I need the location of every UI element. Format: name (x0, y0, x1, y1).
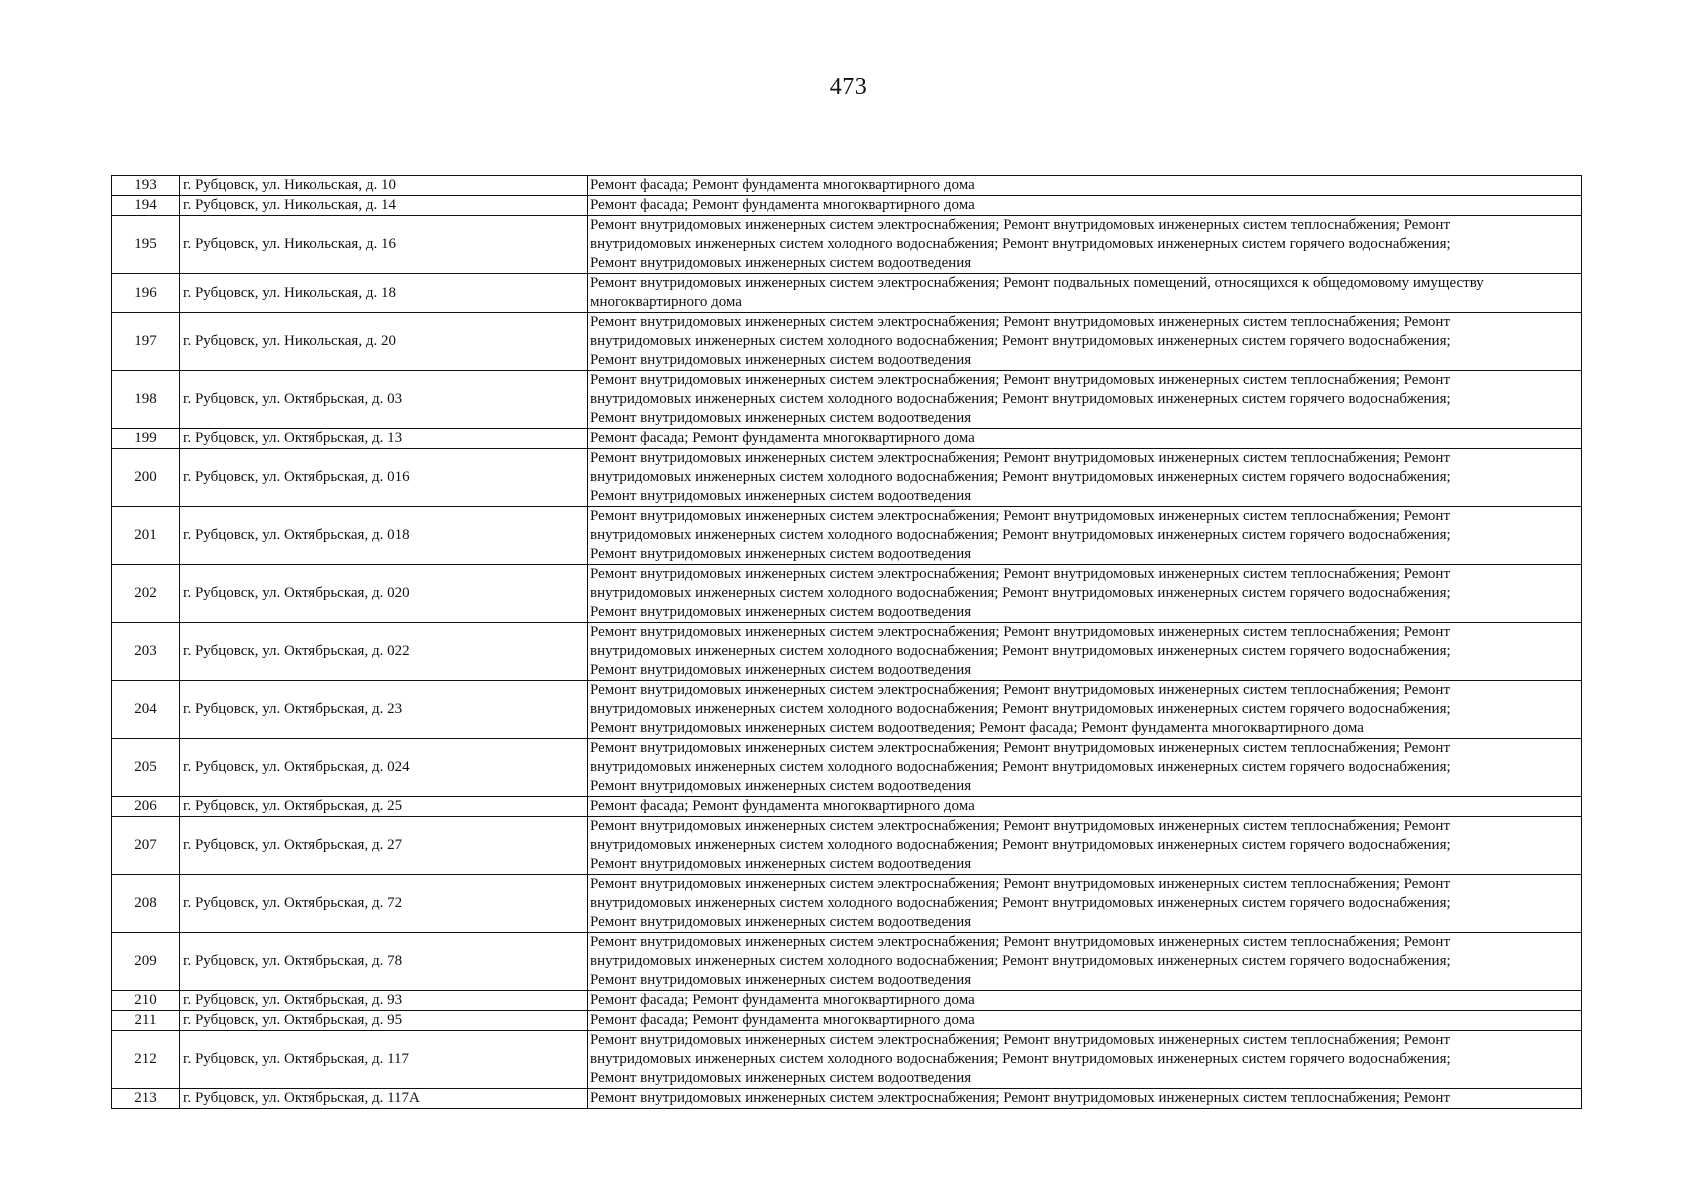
building-address: г. Рубцовск, ул. Октябрьская, д. 95 (180, 1011, 588, 1031)
building-address: г. Рубцовск, ул. Никольская, д. 10 (180, 176, 588, 196)
repair-works (588, 1011, 1582, 1031)
row-number: 202 (112, 565, 180, 623)
repair-works-line: Ремонт внутридомовых инженерных систем электроснабжения; Ремонт внутридомовых инженерных систем теплоснабжения; Ремонт (590, 372, 1451, 388)
repair-works-line: Ремонт внутридомовых инженерных систем водоотведения (590, 410, 972, 426)
repair-works-line: Ремонт внутридомовых инженерных систем электроснабжения; Ремонт внутридомовых инженерных систем теплоснабжения; Ремонт (590, 1032, 1451, 1048)
building-address: г. Рубцовск, ул. Октябрьская, д. 117 (180, 1031, 588, 1089)
row-number: 197 (112, 313, 180, 371)
building-address: г. Рубцовск, ул. Октябрьская, д. 23 (180, 681, 588, 739)
repair-works (588, 739, 1582, 797)
repair-works-line: внутридомовых инженерных систем холодного водоснабжения; Ремонт внутридомовых инженерных систем горячего водоснабжения; (590, 585, 1451, 601)
repair-works (588, 991, 1582, 1011)
repair-works-line: Ремонт внутридомовых инженерных систем водоотведения (590, 972, 972, 988)
building-address: г. Рубцовск, ул. Никольская, д. 20 (180, 313, 588, 371)
building-address: г. Рубцовск, ул. Октябрьская, д. 018 (180, 507, 588, 565)
repair-works-line: Ремонт фасада; Ремонт фундамента многоквартирного дома (590, 177, 975, 193)
repair-works-line: внутридомовых инженерных систем холодного водоснабжения; Ремонт внутридомовых инженерных систем горячего водоснабжения; (590, 759, 1451, 775)
building-address: г. Рубцовск, ул. Октябрьская, д. 93 (180, 991, 588, 1011)
repair-works-line: Ремонт внутридомовых инженерных систем электроснабжения; Ремонт подвальных помещений, относящихся к общедомовому имуществу (590, 275, 1484, 291)
table-row (112, 797, 1582, 817)
repair-works-line: внутридомовых инженерных систем холодного водоснабжения; Ремонт внутридомовых инженерных систем горячего водоснабжения; (590, 895, 1451, 911)
table-row (112, 623, 1582, 681)
repair-works-line: внутридомовых инженерных систем холодного водоснабжения; Ремонт внутридомовых инженерных систем горячего водоснабжения; (590, 236, 1451, 252)
repair-works (588, 429, 1582, 449)
row-number: 204 (112, 681, 180, 739)
repair-works-line: внутридомовых инженерных систем холодного водоснабжения; Ремонт внутридомовых инженерных систем горячего водоснабжения; (590, 527, 1451, 543)
table-body (112, 176, 1582, 1109)
repair-works (588, 1089, 1582, 1109)
repair-works (588, 176, 1582, 196)
table-row (112, 507, 1582, 565)
repair-works-line: Ремонт внутридомовых инженерных систем электроснабжения; Ремонт внутридомовых инженерных систем теплоснабжения; Ремонт (590, 217, 1451, 233)
repair-works-line: Ремонт внутридомовых инженерных систем электроснабжения; Ремонт внутридомовых инженерных систем теплоснабжения; Ремонт (590, 508, 1451, 524)
repair-works (588, 274, 1582, 313)
repair-works-line: Ремонт внутридомовых инженерных систем водоотведения (590, 604, 972, 620)
repair-works (588, 565, 1582, 623)
table-row (112, 681, 1582, 739)
repair-works (588, 313, 1582, 371)
repair-works-line: Ремонт фасада; Ремонт фундамента многоквартирного дома (590, 1012, 975, 1028)
table-row (112, 216, 1582, 274)
table-row (112, 176, 1582, 196)
row-number: 205 (112, 739, 180, 797)
table-row (112, 933, 1582, 991)
row-number: 195 (112, 216, 180, 274)
building-address: г. Рубцовск, ул. Октябрьская, д. 024 (180, 739, 588, 797)
repair-works (588, 797, 1582, 817)
building-address: г. Рубцовск, ул. Октябрьская, д. 03 (180, 371, 588, 429)
repair-works-line: Ремонт внутридомовых инженерных систем электроснабжения; Ремонт внутридомовых инженерных систем теплоснабжения; Ремонт (590, 450, 1451, 466)
row-number: 208 (112, 875, 180, 933)
repair-works-line: Ремонт внутридомовых инженерных систем водоотведения (590, 488, 972, 504)
building-address: г. Рубцовск, ул. Октябрьская, д. 117А (180, 1089, 588, 1109)
table-row (112, 739, 1582, 797)
building-address: г. Рубцовск, ул. Октябрьская, д. 13 (180, 429, 588, 449)
repair-works-line: Ремонт внутридомовых инженерных систем водоотведения (590, 1070, 972, 1086)
repair-works-line: Ремонт внутридомовых инженерных систем водоотведения (590, 856, 972, 872)
building-address: г. Рубцовск, ул. Октябрьская, д. 020 (180, 565, 588, 623)
repair-works (588, 933, 1582, 991)
repair-register-table (111, 175, 1582, 1109)
row-number: 213 (112, 1089, 180, 1109)
repair-works-line: Ремонт внутридомовых инженерных систем электроснабжения; Ремонт внутридомовых инженерных систем теплоснабжения; Ремонт (590, 740, 1451, 756)
repair-works-line: Ремонт внутридомовых инженерных систем водоотведения (590, 662, 972, 678)
table-row (112, 429, 1582, 449)
repair-works-line: Ремонт фасада; Ремонт фундамента многоквартирного дома (590, 197, 975, 213)
repair-works-line: внутридомовых инженерных систем холодного водоснабжения; Ремонт внутридомовых инженерных систем горячего водоснабжения; (590, 1051, 1451, 1067)
repair-works-line: внутридомовых инженерных систем холодного водоснабжения; Ремонт внутридомовых инженерных систем горячего водоснабжения; (590, 391, 1451, 407)
table-row (112, 449, 1582, 507)
repair-works (588, 449, 1582, 507)
row-number: 206 (112, 797, 180, 817)
row-number: 209 (112, 933, 180, 991)
table-row (112, 565, 1582, 623)
table-row (112, 875, 1582, 933)
repair-works (588, 216, 1582, 274)
building-address: г. Рубцовск, ул. Октябрьская, д. 78 (180, 933, 588, 991)
table-row (112, 1011, 1582, 1031)
building-address: г. Рубцовск, ул. Октябрьская, д. 022 (180, 623, 588, 681)
table-row (112, 196, 1582, 216)
row-number: 196 (112, 274, 180, 313)
row-number: 194 (112, 196, 180, 216)
row-number: 199 (112, 429, 180, 449)
building-address: г. Рубцовск, ул. Октябрьская, д. 72 (180, 875, 588, 933)
table-row (112, 1031, 1582, 1089)
row-number: 198 (112, 371, 180, 429)
building-address: г. Рубцовск, ул. Октябрьская, д. 016 (180, 449, 588, 507)
repair-works-line: Ремонт внутридомовых инженерных систем электроснабжения; Ремонт внутридомовых инженерных систем теплоснабжения; Ремонт (590, 818, 1451, 834)
table-row (112, 371, 1582, 429)
repair-works-line: Ремонт внутридомовых инженерных систем электроснабжения; Ремонт внутридомовых инженерных систем теплоснабжения; Ремонт (590, 314, 1451, 330)
repair-works (588, 875, 1582, 933)
row-number: 211 (112, 1011, 180, 1031)
repair-works-line: Ремонт внутридомовых инженерных систем электроснабжения; Ремонт внутридомовых инженерных систем теплоснабжения; Ремонт (590, 624, 1451, 640)
repair-works (588, 623, 1582, 681)
repair-works (588, 196, 1582, 216)
repair-works-line: внутридомовых инженерных систем холодного водоснабжения; Ремонт внутридомовых инженерных систем горячего водоснабжения; (590, 333, 1451, 349)
repair-works-line: Ремонт фасада; Ремонт фундамента многоквартирного дома (590, 430, 975, 446)
repair-works-line: внутридомовых инженерных систем холодного водоснабжения; Ремонт внутридомовых инженерных систем горячего водоснабжения; (590, 701, 1451, 717)
row-number: 212 (112, 1031, 180, 1089)
repair-works-line: Ремонт внутридомовых инженерных систем водоотведения (590, 255, 972, 271)
table-row (112, 1089, 1582, 1109)
repair-works-line: Ремонт внутридомовых инженерных систем водоотведения; Ремонт фасада; Ремонт фундамента многоквартирного дома (590, 720, 1364, 736)
table-row (112, 817, 1582, 875)
repair-works-line: Ремонт внутридомовых инженерных систем водоотведения (590, 778, 972, 794)
repair-works-line: Ремонт внутридомовых инженерных систем электроснабжения; Ремонт внутридомовых инженерных систем теплоснабжения; Ремонт (590, 934, 1451, 950)
repair-works (588, 507, 1582, 565)
table-row (112, 274, 1582, 313)
repair-works-line: Ремонт внутридомовых инженерных систем водоотведения (590, 352, 972, 368)
building-address: г. Рубцовск, ул. Никольская, д. 14 (180, 196, 588, 216)
row-number: 200 (112, 449, 180, 507)
row-number: 193 (112, 176, 180, 196)
page-number: 473 (829, 74, 868, 100)
row-number: 207 (112, 817, 180, 875)
repair-works-line: внутридомовых инженерных систем холодного водоснабжения; Ремонт внутридомовых инженерных систем горячего водоснабжения; (590, 953, 1451, 969)
building-address: г. Рубцовск, ул. Никольская, д. 16 (180, 216, 588, 274)
building-address: г. Рубцовск, ул. Октябрьская, д. 27 (180, 817, 588, 875)
repair-works-line: Ремонт внутридомовых инженерных систем водоотведения (590, 914, 972, 930)
row-number: 201 (112, 507, 180, 565)
repair-works (588, 817, 1582, 875)
repair-works-line: Ремонт фасада; Ремонт фундамента многоквартирного дома (590, 798, 975, 814)
repair-works (588, 681, 1582, 739)
table-row (112, 313, 1582, 371)
repair-works-line: Ремонт внутридомовых инженерных систем электроснабжения; Ремонт внутридомовых инженерных систем теплоснабжения; Ремонт (590, 566, 1451, 582)
repair-works-line: Ремонт фасада; Ремонт фундамента многоквартирного дома (590, 992, 975, 1008)
repair-works-line: Ремонт внутридомовых инженерных систем электроснабжения; Ремонт внутридомовых инженерных систем теплоснабжения; Ремонт (590, 1090, 1451, 1106)
building-address: г. Рубцовск, ул. Октябрьская, д. 25 (180, 797, 588, 817)
repair-works-line: многоквартирного дома (590, 294, 742, 310)
row-number: 203 (112, 623, 180, 681)
repair-works (588, 371, 1582, 429)
repair-works-line: внутридомовых инженерных систем холодного водоснабжения; Ремонт внутридомовых инженерных систем горячего водоснабжения; (590, 837, 1451, 853)
building-address: г. Рубцовск, ул. Никольская, д. 18 (180, 274, 588, 313)
repair-works-line: внутридомовых инженерных систем холодного водоснабжения; Ремонт внутридомовых инженерных систем горячего водоснабжения; (590, 643, 1451, 659)
repair-works (588, 1031, 1582, 1089)
repair-works-line: внутридомовых инженерных систем холодного водоснабжения; Ремонт внутридомовых инженерных систем горячего водоснабжения; (590, 469, 1451, 485)
repair-works-line: Ремонт внутридомовых инженерных систем электроснабжения; Ремонт внутридомовых инженерных систем теплоснабжения; Ремонт (590, 682, 1451, 698)
repair-works-line: Ремонт внутридомовых инженерных систем электроснабжения; Ремонт внутридомовых инженерных систем теплоснабжения; Ремонт (590, 876, 1451, 892)
row-number: 210 (112, 991, 180, 1011)
repair-works-line: Ремонт внутридомовых инженерных систем водоотведения (590, 546, 972, 562)
table-row (112, 991, 1582, 1011)
